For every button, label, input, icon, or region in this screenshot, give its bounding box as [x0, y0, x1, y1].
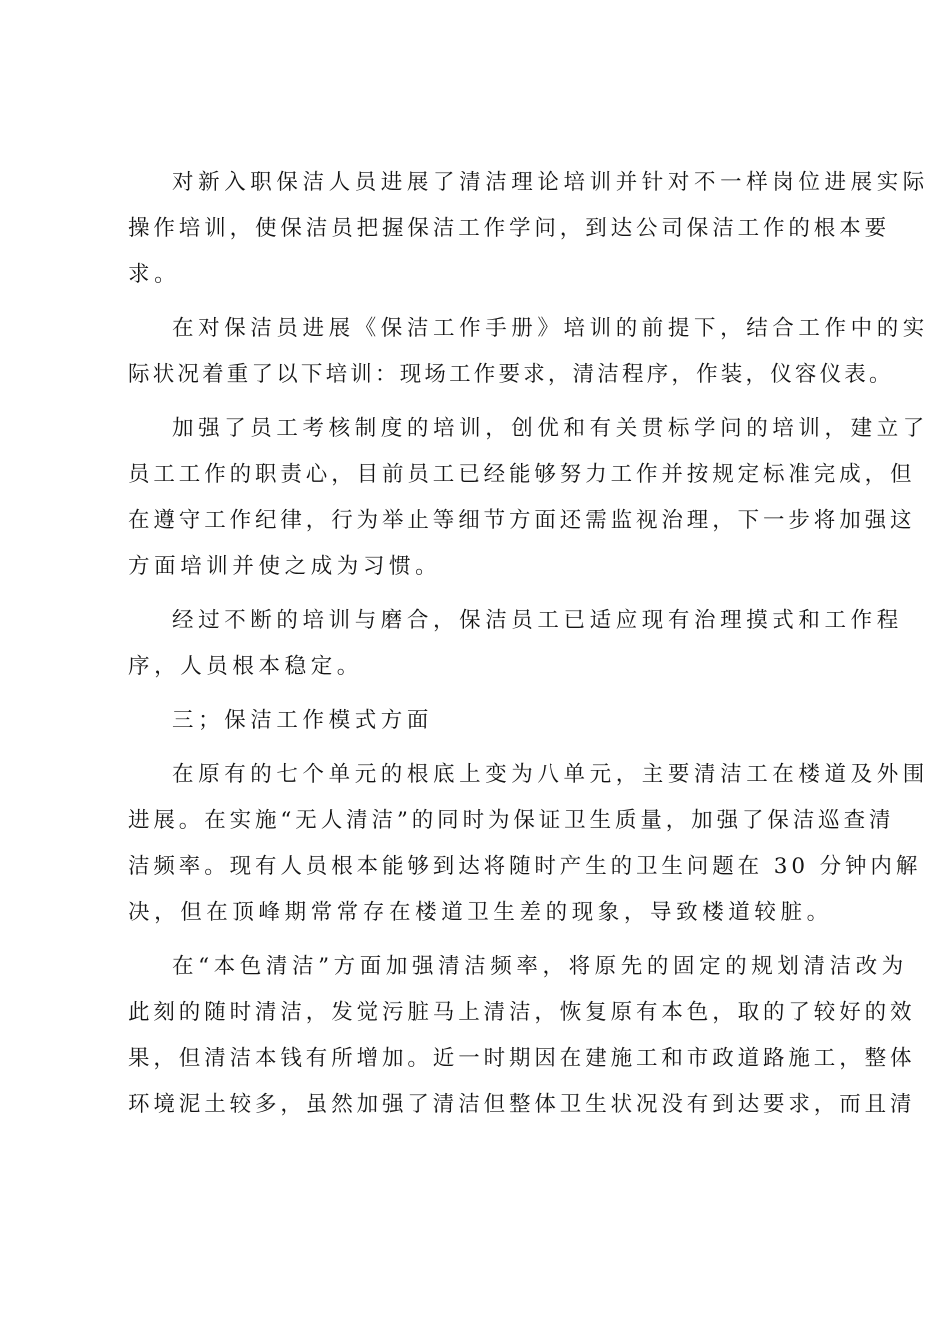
text-line: 决，但在顶峰期常常存在楼道卫生差的现象，导致楼道较脏。: [128, 900, 833, 925]
text-line: 在原有的七个单元的根底上变为八单元，主要清洁工在楼道及外围: [172, 762, 929, 787]
text-line: 洁频率。现有人员根本能够到达将随时产生的卫生问题在 30 分钟内解: [128, 854, 922, 879]
paragraph: [128, 944, 916, 1128]
text-line: 对新入职保洁人员进展了清洁理论培训并针对不一样岗位进展实际: [172, 170, 929, 195]
text-line: 在“本色清洁”方面加强清洁频率，将原先的固定的规划清洁改为: [172, 954, 908, 979]
paragraph: [128, 598, 903, 690]
text-line: 果，但清洁本钱有所增加。近一时期因在建施工和市政道路施工，整体: [128, 1046, 916, 1071]
text-line: 员工工作的职责心，目前员工已经能够努力工作并按规定标准完成，但: [128, 462, 916, 487]
text-line: 际状况着重了以下培训：现场工作要求，清洁程序，作装，仪容仪表。: [128, 362, 894, 387]
text-line: 环境泥土较多，虽然加强了清洁但整体卫生状况没有到达要求，而且清: [128, 1092, 916, 1117]
paragraph: [128, 752, 929, 936]
text-line: 加强了员工考核制度的培训，创优和有关贯标学问的培训，建立了: [172, 416, 929, 441]
text-line: 方面培训并使之成为习惯。: [128, 554, 442, 579]
paragraph: [128, 406, 929, 590]
paragraph: [128, 306, 929, 398]
document-body: [128, 160, 929, 1128]
text-line: 在对保洁员进展《保洁工作手册》培训的前提下，结合工作中的实: [172, 316, 929, 341]
text-line: 操作培训，使保洁员把握保洁工作学问，到达公司保洁工作的根本要: [128, 216, 891, 241]
text-line: 在遵守工作纪律，行为举止等细节方面还需监视治理，下一步将加强这: [128, 508, 916, 533]
heading-line: 三；保洁工作模式方面: [172, 708, 434, 733]
text-line: 进展。在实施“无人清洁”的同时为保证卫生质量，加强了保洁巡查清: [128, 808, 895, 833]
text-line: 此刻的随时清洁，发觉污脏马上清洁，恢复原有本色，取的了较好的效: [128, 1000, 916, 1025]
text-line: 序，人员根本稳定。: [128, 654, 363, 679]
section-heading: [128, 698, 832, 744]
text-line: 经过不断的培训与磨合，保洁员工已适应现有治理摸式和工作程: [172, 608, 903, 633]
text-line: 求。: [128, 262, 181, 287]
paragraph: [128, 160, 929, 298]
